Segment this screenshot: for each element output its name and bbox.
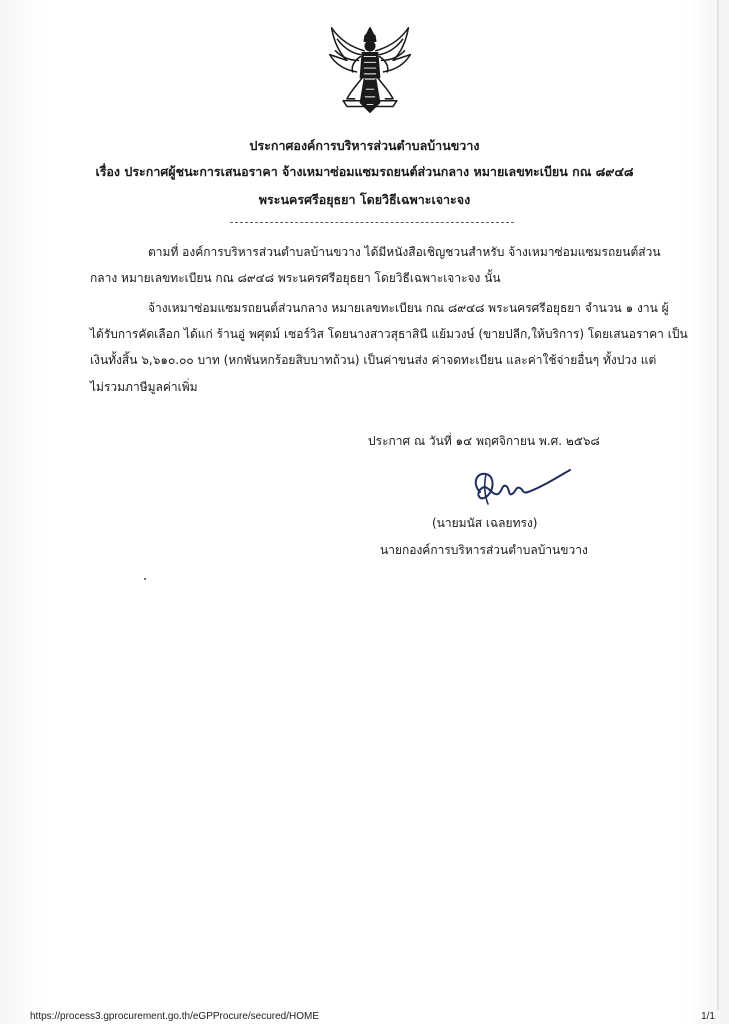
paragraph-1-line-2: กลาง หมายเลขทะเบียน กณ ๘๙๔๘ พระนครศรีอยุธยา โดยวิธีเฉพาะเจาะจง นั้น (90, 271, 501, 285)
footer-page-number: 1/1 (701, 1011, 715, 1022)
signature-icon (466, 462, 576, 508)
signer-title: นายกองค์การบริหารส่วนตำบลบ้านขวาง (380, 543, 588, 557)
announcement-subject-continued: พระนครศรีอยุธยา โดยวิธีเฉพาะเจาะจง (258, 192, 471, 207)
paragraph-2-line-3: เงินทั้งสิ้น ๖,๖๑๐.๐๐ บาท (หกพันหกร้อยสิบบาทถ้วน) เป็นค่าขนส่ง ค่าจดทะเบียน และค่าใช้จ่ายอื่นๆ ทั้งปวง แต่ (90, 353, 657, 367)
paragraph-2-line-1: จ้างเหมาซ่อมแซมรถยนต์ส่วนกลาง หมายเลขทะเบียน กณ ๘๙๔๘ พระนครศรีอยุธยา จำนวน ๑ งาน ผู้ (148, 301, 669, 315)
announcement-subject: เรื่อง ประกาศผู้ชนะการเสนอราคา จ้างเหมาซ่อมแซมรถยนต์ส่วนกลาง หมายเลขทะเบียน กณ ๘๙๔๘ (95, 164, 634, 179)
header-divider (230, 222, 514, 223)
footer-url: https://process3.gprocurement.go.th/eGPProcure/secured/HOME (30, 1011, 320, 1022)
garuda-emblem-icon (322, 22, 418, 118)
paragraph-1-line-1: ตามที่ องค์การบริหารส่วนตำบลบ้านขวาง ได้มีหนังสือเชิญชวนสำหรับ จ้างเหมาซ่อมแซมรถยนต์ส่วน (148, 245, 661, 259)
paragraph-2-line-2: ได้รับการคัดเลือก ได้แก่ ร้านอู่ พศุตม์ เซอร์วิส โดยนางสาวสุธาสินี แย้มวงษ์ (ขายปลีก,ให้บริการ) โดยเสนอราคา เป็น (90, 327, 688, 341)
announcement-date: ประกาศ ณ วันที่ ๑๔ พฤศจิกายน พ.ศ. ๒๕๖๘ (368, 434, 600, 448)
announcement-title: ประกาศองค์การบริหารส่วนตำบลบ้านขวาง (249, 138, 480, 153)
scan-speck (144, 578, 146, 580)
paragraph-2-line-4: ไม่รวมภาษีมูลค่าเพิ่ม (90, 380, 198, 394)
signer-name: (นายมนัส เฉลยทรง) (432, 516, 538, 530)
